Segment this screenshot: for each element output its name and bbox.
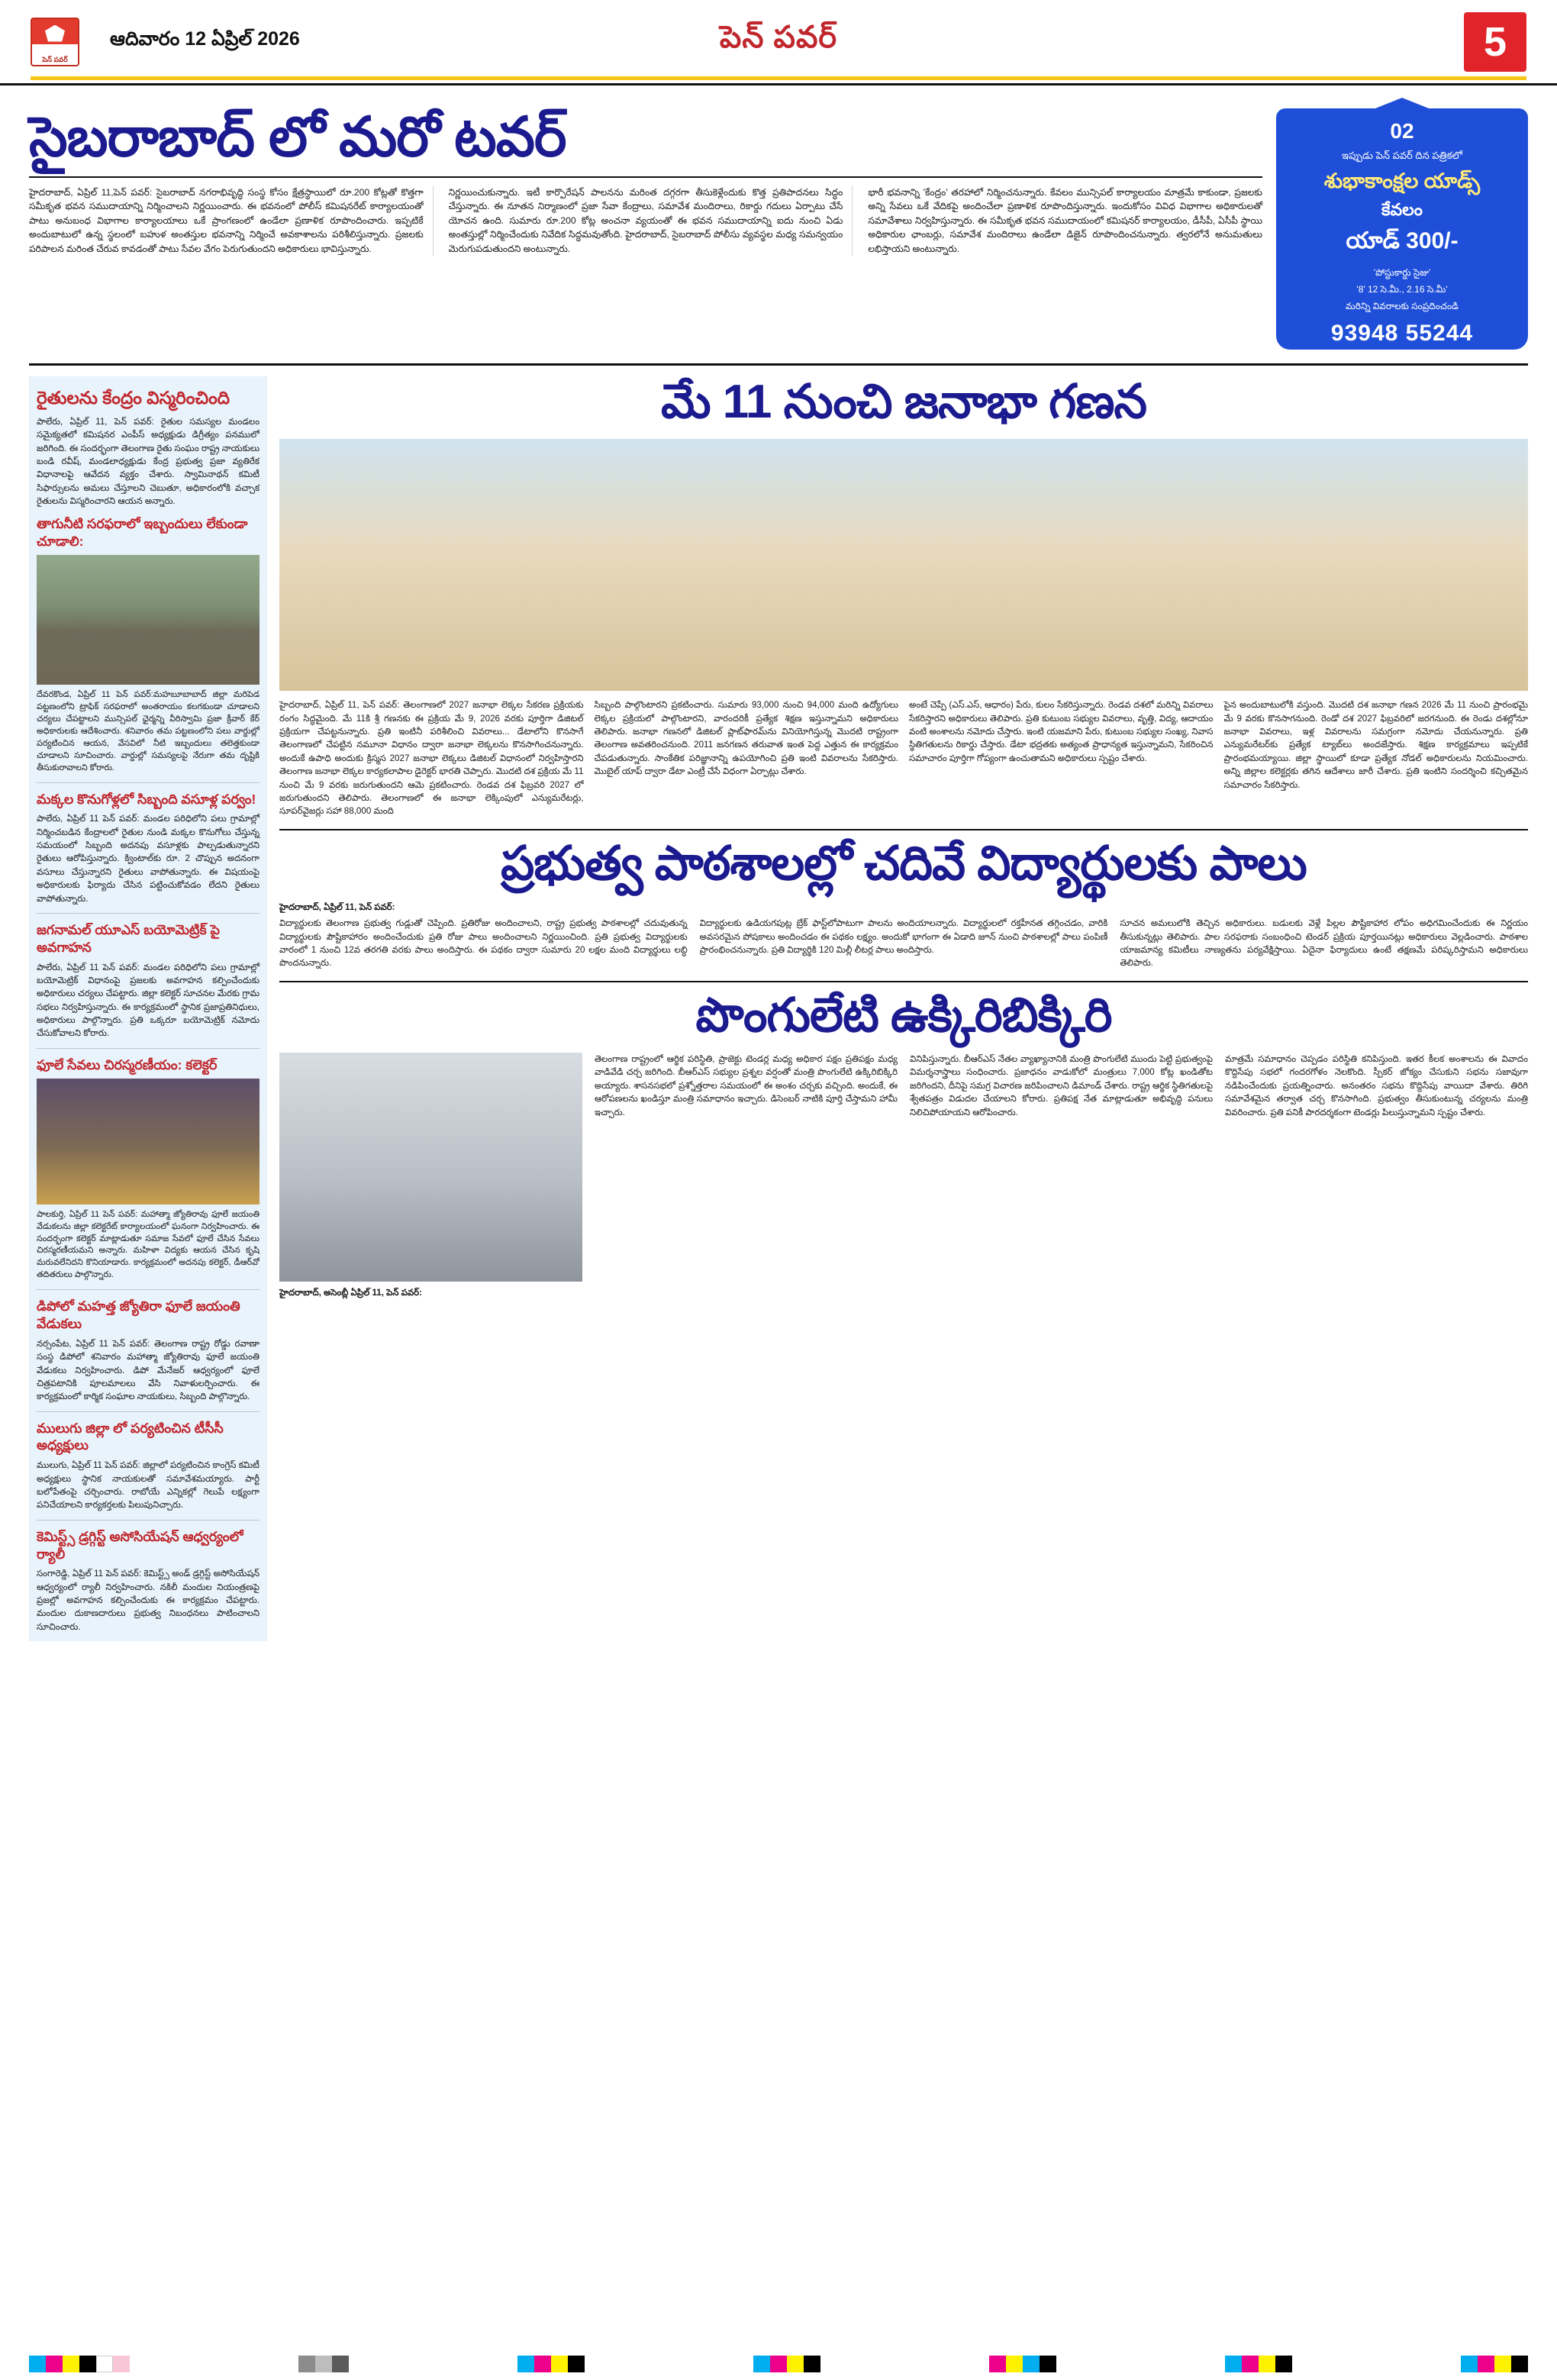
assembly-byline: హైదరాబాద్, అసెంబ్లీ ఏప్రిల్ 11, పెన్ పవర్: [279, 1288, 422, 1298]
color-swatch [113, 2356, 130, 2372]
left-headline-5: ఫూలే సేవలు చిరస్మరణీయం: కలెక్టర్ [37, 1056, 218, 1072]
milk-columns [279, 917, 1528, 970]
story-census [279, 376, 1528, 818]
color-swatch-group [29, 2356, 130, 2372]
assembly-columns [279, 1053, 1528, 1299]
masthead [0, 0, 1557, 85]
color-swatch [1478, 2356, 1494, 2372]
advertisement-box[interactable] [1276, 108, 1528, 360]
left-headline-4: జగనామల్ యూఎస్ బయోమెట్రిక్ పై అవగాహన [37, 922, 220, 955]
color-swatch [29, 2356, 46, 2372]
ad-note-body-2: మరిన్ని వివరాలకు సంప్రదించండి [1346, 300, 1459, 311]
left-headline-2: తాగునీటి సరఫరాలో ఇబ్బందులు లేకుండా చూడాలి: [37, 516, 248, 550]
masthead-rule [31, 76, 1526, 80]
left-text-7: ములుగు, ఏప్రిల్ 11 పెన్ పవర్: జిల్లాలో పర్యటించిన కాంగ్రెస్ కమిటీ అధ్యక్షులు స్థానిక నాయకులతో సమావేశమయ్యారు. పార్టీ బలోపేతంపై చర్చించారు. రాబోయే ఎన్నికల్లో గెలుపే లక్ష్యంగా పనిచేయాలని కార్యకర్తలకు పిలుపునిచ్చారు. [37, 1460, 260, 1511]
page-number-badge: 5 [1464, 12, 1526, 72]
ad-note-title: 'పోస్టుకార్డు సైజు' [1373, 266, 1431, 278]
body-grid [29, 363, 1528, 1641]
color-swatch [1511, 2356, 1528, 2372]
left-headline-3: మక్కల కొనుగోళ్లలో సిబ్బంది వసూళ్ల పర్వం! [37, 791, 256, 807]
milk-column-1: విద్యార్థులకు తెలంగాణ ప్రభుత్వ గుడ్లుతో చెప్పింది. ప్రతిరోజు అందించాలని, రాష్ట్ర ప్రభుత్వ పాఠశాలల్లో చదువుతున్న విద్యార్థులకు పౌష్టికాహారం అందించేందుకు ప్రతి రోజు పాలు అందించాలని నిర్ణయించింది. ప్రతి ప్రభుత్వ విద్యార్థులకు వారంలో 1 నుంచి 12వ తరగతి వరకు పాలు అందిస్తారు. ఈ పథకం ద్వారా సుమారు 20 లక్షల మంది విద్యార్థులు లబ్ధి పొందనున్నారు. [279, 918, 688, 969]
publication-logo [31, 18, 79, 66]
color-swatch [1242, 2356, 1259, 2372]
assembly-headline: పొంగులేటి ఉక్కిరిబిక్కిరి [695, 988, 1112, 1042]
color-swatch [534, 2356, 551, 2372]
lead-story [29, 95, 1262, 350]
lead-column-1: హైదరాబాద్, ఏప్రిల్ 11,పెన్ పవర్: సైబరాబాద్ నగరాభివృద్ధి సంస్థ కోసం క్షేత్రస్థాయిలో రూ.200 కోట్లతో కొత్తగా సమీకృత భవన సముదాయాన్ని నిర్మించాలని నిర్ణయించారు. ఈ భవనంలో పోలీస్ కమిషనరేట్ కార్యాలయంతో పాటు అనుబంధ విభాగాల కార్యాలయాలు ఒకే ప్రాంగణంలో ఉండేలా ప్రణాళిక రూపొందించారు. ఇప్పటికే అందుబాటులో ఉన్న స్థలంలో బహుళ అంతస్తుల భవనాన్ని నిర్మించే అవకాశాలను పరిశీలిస్తున్నారు. ప్రజలకు పరిపాలన మరింత చేరువ కావడంతో పాటు సేవల వేగం పెరుగుతుందని అధికారులు భావిస్తున్నారు. [29, 185, 434, 256]
census-column-1: హైదరాబాద్, ఏప్రిల్ 11, పెన్ పవర్: తెలంగాణలో 2027 జనాభా లెక్కల సేకరణ ప్రక్రియకు రంగం సిద్ధమైంది. మే 11కి శ్రీ గణనకు ఈ ప్రక్రియ మే 9, 2026 వరకు పూర్తిగా డిజిటల్ ప్రక్రియగా చేపట్టనున్నారు. ప్రతి ఇంటినీ పరిశీలించి వివరాలు... డేటాలోని కొనసాగే తెలంగాణలో చేపట్టిన నమూనా విధానం ద్వారా జనాభా లెక్కలను కొనసాగించనున్నారు. అందుకే ఉపాధి అందుకు క్రిస్మస 2027 జనాభా లెక్కలు డిజిటల్ విధానంలో నిర్వహిస్తారని తెలంగాణ జనాభా లెక్కల కార్యకలాపాల డైరెక్టర్ భారతి చెప్పారు. మొదటి దశ ప్రక్రియ మే 11 నుంచి మే 9 వరకు జరుగుతుందని ఆమె ప్రకటించారు. రెండవ దశ ఫిబ్రవరి 2027 లో జరుగుతుందని తెలిపారు. తెలంగాణలో ఈ జనాభా లెక్కింపులో ఎన్యుమరేటర్లు, సూపర్‌వైజర్లు సహా 88,000 మంది [279, 700, 584, 817]
photo-minister-portrait [279, 1053, 582, 1282]
milk-headline: ప్రభుత్వ పాఠశాలల్లో చదివే విద్యార్థులకు పాలు [501, 837, 1307, 890]
census-columns [279, 698, 1528, 818]
color-swatch [46, 2356, 63, 2372]
main-column [279, 376, 1528, 1641]
color-swatch [1494, 2356, 1511, 2372]
ad-line-1: ఇప్పుడు పెన్ పవర్ దిన పత్రికలో [1342, 150, 1462, 161]
left-text-8: సంగారెడ్డి, ఏప్రిల్ 11 పెన్ పవర్: కెమిస్ట్స్ అండ్ డ్రగ్గిస్ట్ అసోసియేషన్ ఆధ్వర్యంలో ర్యాలీ నిర్వహించారు. నకిలీ మందుల నియంత్రణపై ప్రజల్లో అవగాహన కల్పించేందుకు ఈ కార్యక్రమం చేపట్టారు. మందుల దుకాణదారులు ప్రభుత్వ నిబంధనలు పాటించాలని సూచించారు. [37, 1569, 260, 1632]
lead-section [29, 95, 1528, 360]
assembly-column-3: మాత్రమే సమాధానం చెప్పడం పరిస్థితి కనిపిస్తుంది. ఇతర కీలక అంశాలను ఈ వివాదం కొద్దిసేపు సభలో గందరగోళం నెలకొంది. స్పీకర్ జోక్యం చేసుకుని సభను సజావుగా నడిపించేందుకు ప్రయత్నించారు. అనంతరం సభను కొద్దిసేపు వాయిదా వేశారు. తిరిగి సమావేశమైన తర్వాత చర్చ కొనసాగింది. ప్రభుత్వం తీసుకుంటున్న చర్యలను మంత్రి వివరించారు. ప్రతి పనికీ పారదర్శకంగా టెండర్లు పిలుస్తున్నామని స్పష్టం చేశారు. [1225, 1054, 1528, 1117]
main-divider-1 [279, 829, 1528, 830]
left-divider-2 [37, 913, 260, 914]
story-assembly [279, 990, 1528, 1300]
left-text-3: పాలేరు, ఏప్రిల్ 11 పెన్ పవర్: మండల పరిధిలోని పలు గ్రామాల్లో నిర్మించబడిన కేంద్రాలలో రైతుల నుండి మక్కల కొనుగోలు చేస్తున్న సమయంలో సిబ్బంది అదనపు వసూళ్లకు పాల్పడుతున్నారని రైతులు ఆరోపిస్తున్నారు. క్వింటాల్‌కు రూ. 2 చొప్పున అదనంగా వసూలు చేస్తున్నారని రైతులు వాపోతున్నారు. ఈ విషయంపై అధికారులకు ఫిర్యాదు చేసిన పట్టించుకోవడం లేదని రైతులు వాపోతున్నారు. [37, 814, 260, 904]
ad-note-body: '8' 12 సె.మీ., 2.16 సె.మీ' [1356, 283, 1448, 295]
assembly-column-1: తెలంగాణ రాష్ట్రంలో ఆర్థిక పరిస్థితి, ప్రాజెక్టు టెండర్ల మధ్య అధికార పక్షం ప్రతిపక్షం మధ్య వాడివేడి చర్చ జరిగింది. బీఆర్ఎస్ సభ్యుల ప్రశ్నల వర్షంతో మంత్రి పొంగులేటి ఉక్కిరిబిక్కిరి అయ్యారు. శాసనసభలో ప్రశ్నోత్తరాల సమయంలో ఈ అంశం చర్చకు వచ్చింది. అందుకే, ఈ ఆరోపణలను ఖండిస్తూ మంత్రి సమాధానం ఇచ్చారు. డిసెంబర్ నాటికి పూర్తి చేస్తామని హామీ ఇచ్చారు. [595, 1054, 898, 1117]
color-swatch [787, 2356, 804, 2372]
left-sidebar-column [29, 376, 267, 1641]
color-swatch-group [1461, 2356, 1528, 2372]
color-registration-bar [0, 2348, 1557, 2380]
page-content [0, 85, 1557, 1641]
assembly-column-2: వినిపిస్తున్నారు. బీఆర్ఎస్ నేతల వ్యాఖ్యానానికి మంత్రి పొంగులేటి ముందు పెట్టి ప్రభుత్వంపై విమర్శనాస్త్రాలు సంధించారు. ప్రజాధనం వాడుకోలో మంత్రులు 7,000 కోట్ల ఖండితోట జరిగిందని, దీనిపై సమగ్ర విచారణ జరిపించాలని డిమాండ్ చేశారు. రాష్ట్ర ఆర్థిక స్థితిగతులపై శ్వేతపత్రం విడుదల చేయాలని కోరారు. ప్రతిపక్ష నేత మాట్లాడుతూ అభివృద్ధి పనులు నిలిచిపోయాయని ఆరోపించారు. [910, 1054, 1213, 1117]
census-column-2: సిబ్బంది పాల్గొంటారని ప్రకటించారు. సుమారు 93,000 నుంచి 94,000 మంది ఉద్యోగులు లెక్కల ప్రక్రియలో పాల్గొంటారని, వారందరికీ ప్రత్యేక శిక్షణ ఇస్తున్నామని అధికారులు తెలిపారు. జనాభా గణనలో డిజిటల్ ప్లాట్‌ఫారమ్‌ను వినియోగిస్తున్న మొదటి రాష్ట్రంగా తెలంగాణ అవతరించనుంది. 2011 జనగణన తరువాత ఇంత పెద్ద ఎత్తున ఈ కార్యక్రమం చేపడుతున్నారు. సాంకేతిక పరిజ్ఞానాన్ని ఉపయోగించి ప్రతి ఇంటి వివరాలను సేకరిస్తారు. మొబైల్ యాప్ ద్వారా డేటా ఎంట్రీ చేసే విధంగా ఏర్పాట్లు చేశారు. [594, 700, 898, 777]
color-swatch [1225, 2356, 1242, 2372]
left-divider-1 [37, 782, 260, 783]
color-swatch [1259, 2356, 1275, 2372]
color-swatch [1023, 2356, 1040, 2372]
ad-line-2: శుభాకాంక్షల యాడ్స్ [1323, 169, 1481, 192]
ad-footer-note: వివరాలు వెనుకవైపు [1375, 352, 1429, 360]
color-swatch-group [989, 2356, 1056, 2372]
census-headline: మే 11 నుంచి జనాభా గణన [660, 376, 1147, 428]
color-swatch [1461, 2356, 1478, 2372]
census-column-4: పైన అందుబాటులోకి వస్తుంది. మొదటి దశ జనాభా గణన 2026 మే 11 నుంచి ప్రారంభమై మే 9 వరకు కొనసాగనుంది. రెండో దశ 2027 ఫిబ్రవరిలో జరగనుంది. ఈ రెండు దశల్లోనూ జనాభా వివరాలు, ఇళ్ల వివరాలను సమగ్రంగా నమోదు చేయనున్నారు. ప్రతి ఎన్యుమరేటర్‌కు ప్రత్యేక ట్యాబ్‌లు అందజేస్తారు. శిక్షణ కార్యక్రమాలు ఇప్పటికే ప్రారంభమయ్యాయి. జిల్లా స్థాయిలో కూడా ప్రత్యేక నోడల్ అధికారులను నియమించారు. అన్ని జిల్లాల కలెక్టర్లకు తగిన ఆదేశాలు జారీ చేశారు. ప్రతి ఇంటిని సందర్శించి కచ్చితమైన సమాచారం సేకరిస్తారు. [1223, 700, 1528, 790]
left-divider-4 [37, 1289, 260, 1290]
milk-column-2: విద్యార్థులకు ఉడియగపుట్ల బ్రేక్ ఫాస్ట్‌లోపాటుగా పాలను అందియాలన్నారు. విద్యార్థులలో రక్తహీనత తగ్గించడం, వారికి అవసరమైన పోషకాలు అందించడం ఈ పథకం లక్ష్యం. అందుకో భాగంగా ఈ ఏడాది జూన్ నుంచి పాఠశాలల్లో పాలు పంపిణీ ప్రారంభించనున్నారు. ప్రతి విద్యార్థికి 120 మిల్లీ లీటర్ల పాలు అందిస్తారు. [699, 918, 1108, 956]
lead-column-3: భారీ భవనాన్ని 'కేంద్రం' తరహాలో నిర్మించనున్నారు. కేవలం మున్సిపల్ కార్యాలయం మాత్రమే కాకుండా, ప్రజలకు అన్ని సేవలు ఒకే వేదికపై అందించేలా ప్రణాళిక రూపొందిస్తున్నారు. ఇందుకోసం వివిధ విభాగాల అధికారులతో సమావేశాలు నిర్వహిస్తున్నారు. ఈ సమీకృత భవన సముదాయంలో కమిషనర్ కార్యాలయం, డీసీపీ, ఏసీపీ స్థాయి అధికారుల ఛాంబర్లు, సమావేశ మందిరాలు ఉండేలా డిజైన్ రూపొందించనున్నారు. త్వరలోనే అనుమతులు లభిస్తాయని అంటున్నారు. [868, 186, 1263, 254]
color-swatch-group [753, 2356, 820, 2372]
color-swatch [804, 2356, 820, 2372]
color-swatch [1006, 2356, 1023, 2372]
edition-date: ఆదివారం 12 ఏప్రిల్ 2026 [110, 28, 300, 50]
census-column-3: అంటే చెప్పే (ఎస్‌.ఎస్‌, ఆధారం) పేరు, కులం సేకరిస్తున్నారు. రెండవ దశలో మరిన్ని వివరాలు సేకరిస్తారని అధికారులు తెలిపారు. ప్రతి కుటుంబ సభ్యుల వివరాలు, వృత్తి, విద్య, ఆదాయం వంటి అంశాలను నమోదు చేస్తారు. ఇంటి యజమాని పేరు, కుటుంబ సభ్యుల సంఖ్య, నివాస స్థితిగతులను రికార్డు చేస్తారు. డేటా భద్రతకు అత్యంత ప్రాధాన్యత ఇస్తున్నామని, సేకరించిన సమాచారం పూర్తిగా గోప్యంగా ఉంచుతామని అధికారులు స్పష్టం చేశారు. [909, 700, 1214, 763]
logo-label: పెన్ పవర్ [42, 55, 68, 63]
ad-line-3: కేవలం [1381, 199, 1423, 219]
milk-column-3: సూచన అమలులోకి తెచ్చిన అధికారులు. బడులకు వెళ్లే పిల్లల పౌష్టికాహార లోపం అధిగమించేందుకు ఈ నిర్ణయం తీసుకున్నట్లు తెలిపారు. పాల సరఫరాకు సంబంధించి టెండర్ ప్రక్రియ పూర్తయినట్లు అధికారులు వెల్లడించారు. పాఠశాల యాజమాన్య కమిటీలు నాణ్యతను పర్యవేక్షిస్తాయి. ఏదైనా ఫిర్యాదులు ఉంటే తక్షణమే పరిష్కరిస్తామని అధికారులు తెలిపారు. [1120, 918, 1529, 969]
ad-phone-number[interactable]: 93948 55244 [1330, 320, 1474, 346]
color-swatch [770, 2356, 787, 2372]
left-headline-1: రైతులను కేంద్రం విస్మరించింది [37, 388, 230, 408]
left-headline-7: ములుగు జిల్లా లో పర్యటించిన టీసీసీ అధ్యక్షులు [37, 1420, 224, 1453]
color-swatch [753, 2356, 770, 2372]
color-swatch [1040, 2356, 1056, 2372]
color-swatch [63, 2356, 79, 2372]
lead-headline: సైబరాబాద్ లో మరో టవర్ [29, 107, 566, 168]
color-swatch [989, 2356, 1006, 2372]
left-text-4: పాలేరు, ఏప్రిల్ 11 పెన్ పవర్: మండల పరిధిలోని పలు గ్రామాల్లో బయోమెట్రిక్ విధానంపై ప్రజలకు అవగాహన కల్పించేందుకు అధికారులు చర్యలు చేపట్టారు. జిల్లా కలెక్టర్ సూచనల మేరకు గ్రామ సభలు నిర్వహిస్తున్నారు. ఈ కార్యక్రమంలో స్థానిక ప్రజాప్రతినిధులు, అధికారులు పాల్గొన్నారు. ప్రతి ఒక్కరూ బయోమెట్రిక్ నమోదు చేసుకోవాలని కోరారు. [37, 962, 260, 1039]
color-swatch [315, 2356, 332, 2372]
publication-title: పెన్ పవర్ [719, 21, 838, 54]
color-swatch [568, 2356, 585, 2372]
left-divider-5 [37, 1411, 260, 1412]
color-swatch [79, 2356, 96, 2372]
assembly-photo-block [279, 1053, 582, 1299]
left-headline-8: కెమిస్ట్స్ డ్రగ్గిస్ట్ అసోసియేషన్ ఆధ్వర్యంలో ర్యాలీ [37, 1528, 243, 1562]
photo-phule-jayanti [37, 1079, 260, 1205]
milk-byline: హైదరాబాద్, ఏప్రిల్ 11, పెన్ పవర్: [279, 901, 395, 912]
left-text-6: నర్సంపేట, ఏప్రిల్ 11 పెన్ పవర్: తెలంగాణ రాష్ట్ర రోడ్డు రవాణా సంస్థ డిపోలో శనివారం మహాత్మా జ్యోతిరావు ఫూలే జయంతి వేడుకలు నిర్వహించారు. డిపో మేనేజర్ ఆధ్వర్యంలో ఫూలే చిత్రపటానికి పూలమాలలు వేసి నివాళులర్పించారు. ఈ కార్యక్రమంలో కార్మిక సంఘాల నాయకులు, సిబ్బంది పాల్గొన్నారు. [37, 1338, 260, 1402]
color-swatch-group [298, 2356, 349, 2372]
ad-price: యాడ్ 300/- [1346, 227, 1459, 253]
left-headline-6: డిపోలో మహత్త జ్యోతిరా ఫూలే జయంతి వేడుకలు [37, 1298, 240, 1331]
color-swatch [332, 2356, 349, 2372]
color-swatch [517, 2356, 534, 2372]
color-swatch [298, 2356, 315, 2372]
left-divider-6 [37, 1520, 260, 1521]
left-photo-caption-1: దేవరకొండ, ఏప్రిల్ 11 పెన్ పవర్:మహబూబాబాద్ జిల్లా మరిపెడ పట్టణంలోని ట్రాఫిక్ సరఫరాలో అంతరాయం కలగకుండా చూడాలని చర్యలు చేపట్టాలని మున్సిపల్ ఛైర్మన్ని వీరిస్వామి ప్రజా క్రీవార్ కేర్ అధికారులకు ఆదేశించారు. శనివారం తమ పట్టణంలోని పలు వార్డుల్లో పర్యటించిన ఆయన, వేసవిలో నీటి ఇబ్బందులు తలెత్తకుండా చూడాలని సూచించారు. వార్డుల్లో సమస్యలపై నేరుగా తమ దృష్టికి తీసుకురావాలని కోరారు. [37, 689, 260, 772]
left-divider-3 [37, 1048, 260, 1049]
color-swatch-group [1225, 2356, 1292, 2372]
color-swatch [551, 2356, 568, 2372]
color-swatch-group [517, 2356, 585, 2372]
photo-census-survey [279, 439, 1528, 691]
main-divider-2 [279, 981, 1528, 982]
color-swatch [1275, 2356, 1292, 2372]
lead-columns [29, 176, 1262, 256]
photo-water-supply [37, 555, 260, 685]
left-photo-caption-2: పాలకుర్తి, ఏప్రిల్ 11 పెన్ పవర్: మహాత్మా జ్యోతిరావు ఫూలే జయంతి వేడుకలను జిల్లా కలెక్టరేట్ కార్యాలయంలో ఘనంగా నిర్వహించారు. ఈ సందర్భంగా కలెక్టర్ మాట్లాడుతూ సమాజ సేవలో ఫూలే చేసిన సేవలు చిరస్మరణీయమని అన్నారు. మహిళా విద్యకు ఆయన చేసిన కృషి మరువలేనిదని కొనియాడారు. కార్యక్రమంలో అదనపు కలెక్టర్, డీఆర్‌వో తదితరులు పాల్గొన్నారు. [37, 1209, 260, 1280]
lead-column-2: నిర్ణయించుకున్నారు. ఇటీ కార్పొరేషన్ పాలనను మరింత దగ్గరగా తీసుకెళ్లేందుకు కొత్త ప్రతిపాదనలు సిద్ధం చేస్తున్నారు. ఈ నూతన నిర్మాణంలో ప్రజా సేవా కేంద్రాలు, సమావేశ మందిరాలు, రికార్డు గదులు ఏర్పాటు చేసే యోచన ఉంది. సుమారు రూ.200 కోట్ల అంచనా వ్యయంతో ఈ భవన సముదాయాన్ని ఐదు నుంచి ఏడు అంతస్తుల్లో నిర్మించేందుకు నివేదిక సిద్ధమవుతోంది. హైదరాబాద్, సైబరాబాద్ పోలీసు వ్యవస్థల మధ్య సమన్వయం మెరుగుపడుతుందని అంటున్నారు. [449, 185, 853, 256]
color-swatch [96, 2356, 113, 2372]
story-school-milk [279, 838, 1528, 970]
left-text-1: పాలేరు, ఏప్రిల్ 11, పెన్ పవర్: రైతుల సమస్యల మండలం సమైక్యతలో కమిషనర ఎంపీస్ అధ్యక్షుడు డిగ్రీత్యం పనములో జరిగింది. ఈ సందర్భంగా తెలంగాణ రైతు సంఘం రాష్ట్ర నాయకులు బండి రవీష్, మండలాధ్యక్షుడు కేంద్ర ప్రభుత్వ ప్రజా వ్యతిరేక విధానాలపై ఆవేదన వ్యక్తం చేశారు. స్వామినాథన్ కమిటీ సిఫార్సులను అమలు చేస్తూలని చెబుతూ, అధికారంలోకి వచ్చాక రైతులను విస్మరించారని ఆయన అన్నారు. [37, 416, 260, 507]
ad-number: 02 [1390, 119, 1414, 143]
